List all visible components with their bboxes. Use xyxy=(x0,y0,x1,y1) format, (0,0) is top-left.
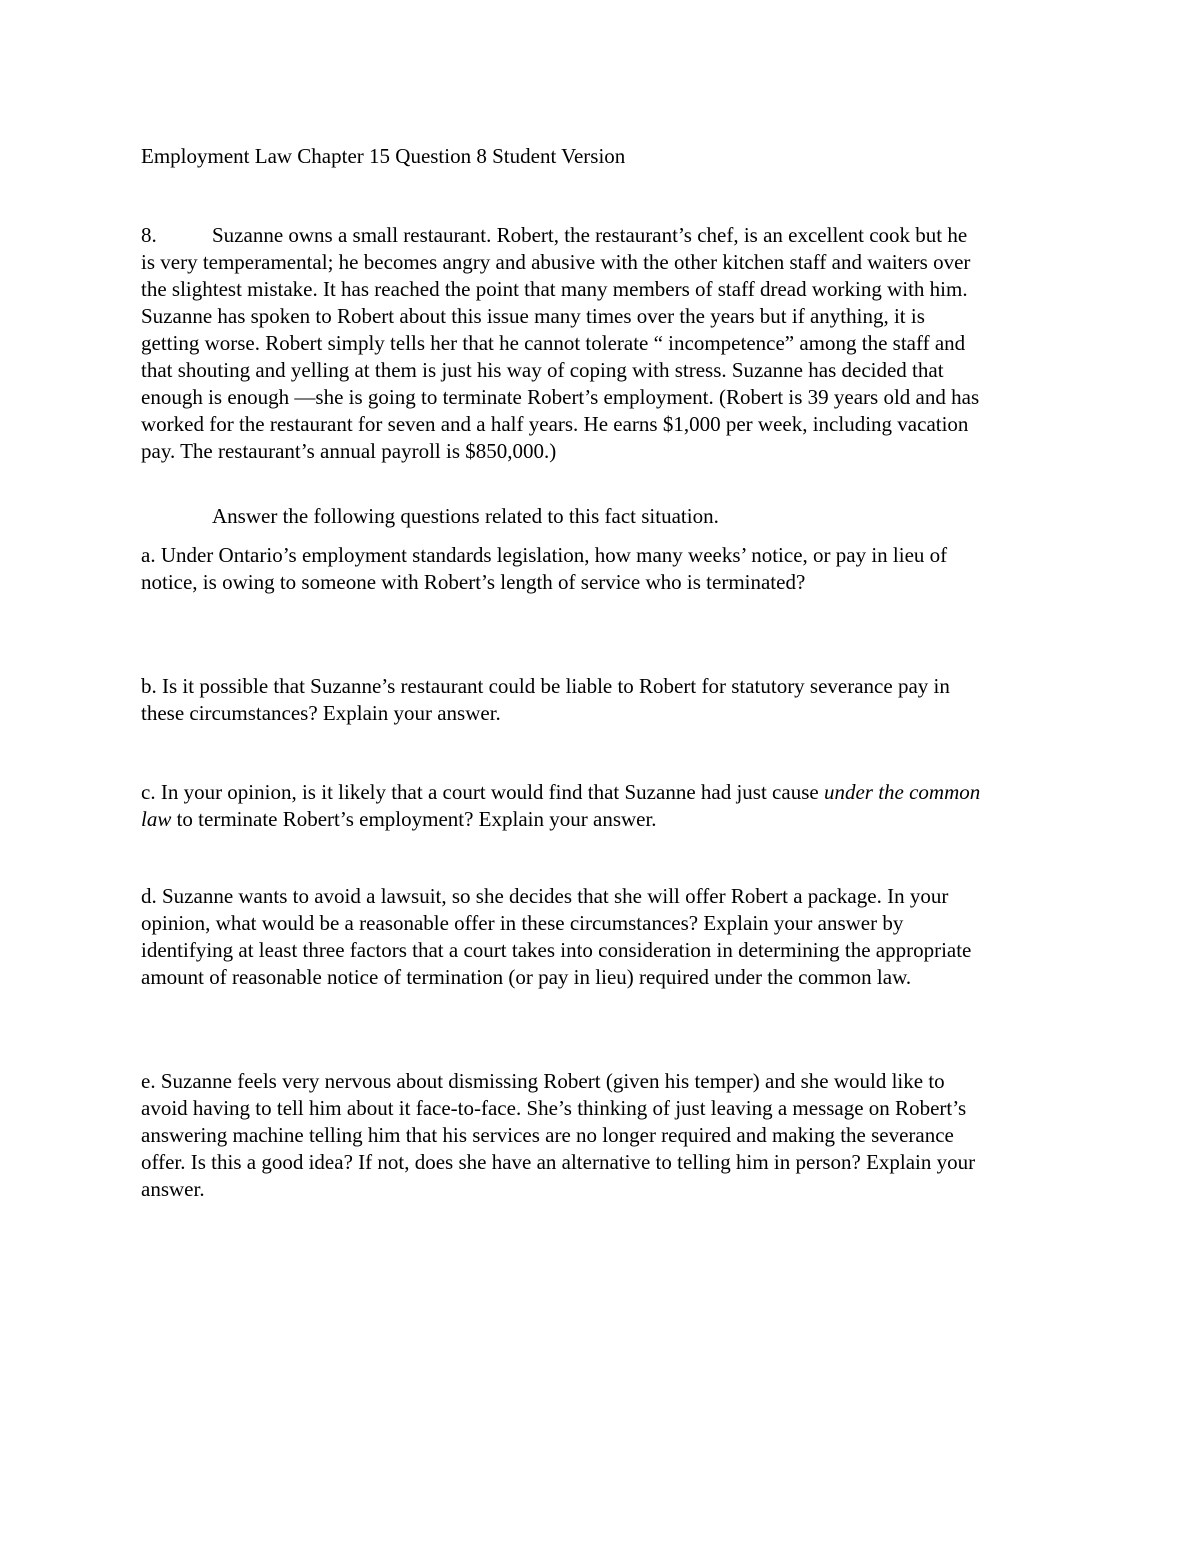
sub-question-c-emphasis: under the common law xyxy=(141,780,981,831)
document-title: Employment Law Chapter 15 Question 8 Student Version xyxy=(141,144,626,168)
question-8-fact-situation xyxy=(141,222,981,465)
sub-question-c-text-start: c. In your opinion, is it likely that a court would find that Suzanne had just cause xyxy=(141,780,824,804)
sub-question-d: d. Suzanne wants to avoid a lawsuit, so she decides that she will offer Robert a package. In your opinion, what would be a reasonable offer in these circumstances? Explain your answer by identifying at least three factors that a court takes into consideration in determining the appropriate amount of reasonable notice of termination (or pay in lieu) required under the common law. xyxy=(141,884,972,989)
question-text: Suzanne owns a small restaurant. Robert, the restaurant’s chef, is an excellent cook but he is very temperamental; he becomes angry and abusive with the other kitchen staff and waiters over the slightest mistake. It has reached the point that many members of staff dread working with him. Suzanne has spoken to Robert about this issue many times over the years but if anything, it is getting worse. Robert simply tells her that he cannot tolerate “ incompetence” among the staff and that shouting and yelling at them is just his way of coping with stress. Suzanne has decided that enough is enough —she is going to terminate Robert’s employment. (Robert is 39 years old and has worked for the restaurant for seven and a half years. He earns $1,000 per week, including vacation pay. The restaurant’s annual payroll is $850,000.) xyxy=(141,223,980,463)
sub-question-a: a. Under Ontario’s employment standards legislation, how many weeks’ notice, or pay in lieu of notice, is owing to someone with Robert’s length of service who is terminated? xyxy=(141,543,948,594)
sub-question-c-text-end: to terminate Robert’s employment? Explain your answer. xyxy=(171,807,657,831)
question-number: 8. xyxy=(141,223,157,247)
sub-question-b: b. Is it possible that Suzanne’s restaurant could be liable to Robert for statutory severance pay in these circumstances? Explain your answer. xyxy=(141,674,950,725)
sub-question-c xyxy=(141,779,981,833)
sub-question-e: e. Suzanne feels very nervous about dismissing Robert (given his temper) and she would like to avoid having to tell him about it face-to-face. She’s thinking of just leaving a message on Robert’s answering machine telling him that his services are no longer required and making the severance offer. Is this a good idea? If not, does she have an alternative to telling him in person? Explain your answer. xyxy=(141,1069,976,1201)
instruction-text: Answer the following questions related to this fact situation. xyxy=(212,504,719,528)
